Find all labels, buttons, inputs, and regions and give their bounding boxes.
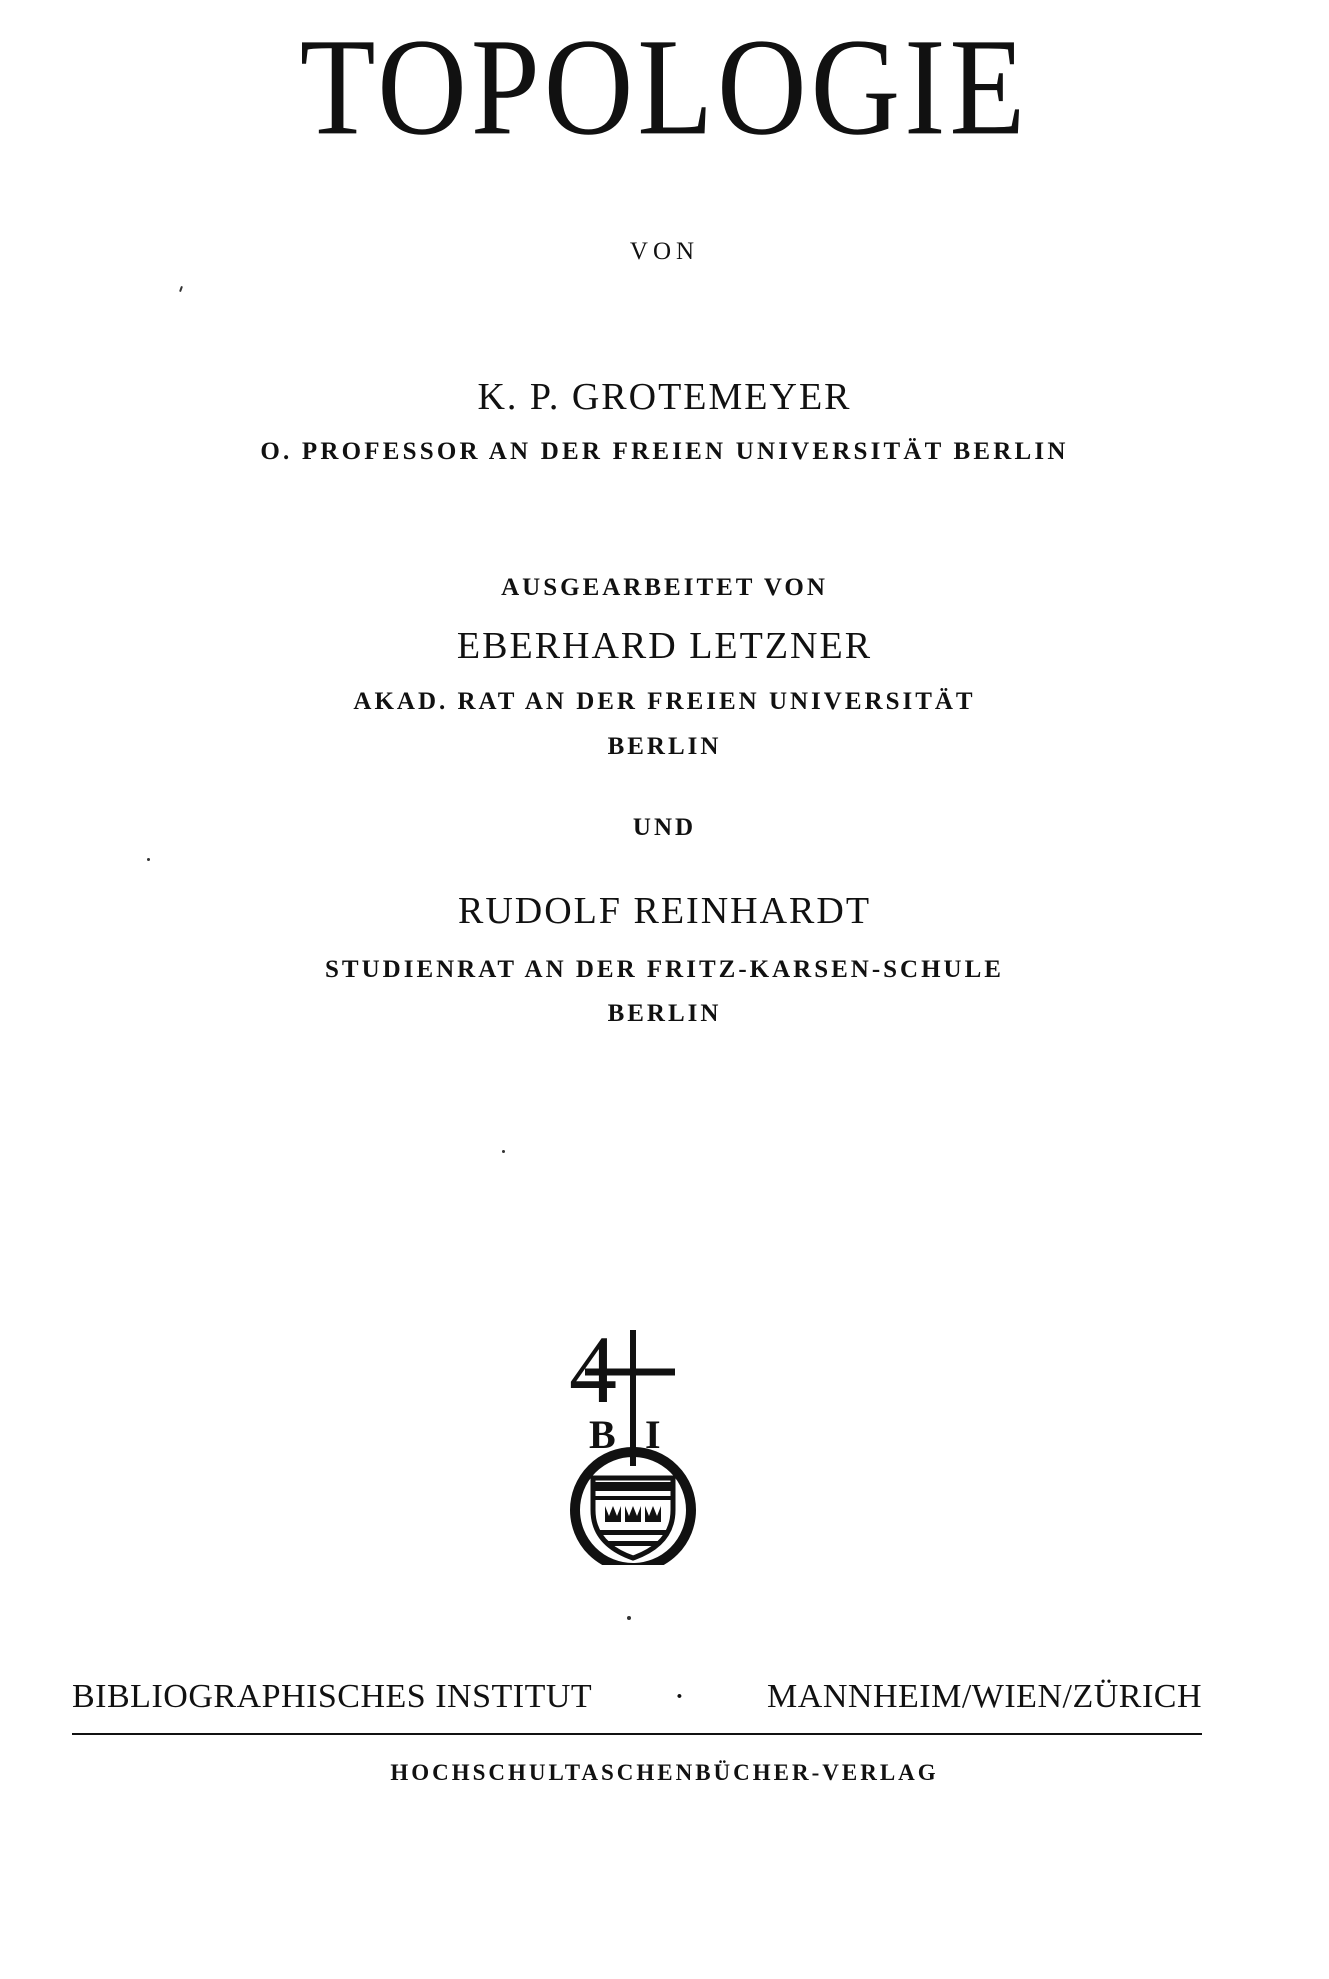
coauthor-1-name: EBERHARD LETZNER: [456, 625, 873, 667]
scan-speck: [627, 1616, 631, 1620]
publisher-line: [72, 1680, 1202, 1714]
coauthor-2-city: BERLIN: [607, 1000, 722, 1027]
svg-text:I: I: [645, 1412, 661, 1457]
publisher-separator: ·: [673, 1678, 686, 1715]
and-label: UND: [632, 814, 697, 841]
scan-speck: [147, 858, 150, 861]
logo-number: 4: [569, 1320, 617, 1423]
by-label: VON: [629, 238, 700, 265]
imprint-line: HOCHSCHULTASCHENBÜCHER-VERLAG: [390, 1760, 939, 1785]
publisher-name: BIBLIOGRAPHISCHES INSTITUT: [72, 1678, 593, 1715]
coauthor-2-affiliation: STUDIENRAT AN DER FRITZ-KARSEN-SCHULE: [325, 956, 1004, 983]
author-affiliation: O. PROFESSOR AN DER FREIEN UNIVERSITÄT BERLIN: [260, 438, 1069, 465]
coauthor-2-name: RUDOLF REINHARDT: [457, 890, 872, 932]
coauthor-1-city: BERLIN: [607, 733, 722, 760]
bi-publisher-logo-icon: [555, 1320, 700, 1565]
svg-text:B: B: [589, 1412, 616, 1457]
author-name: K. P. GROTEMEYER: [477, 376, 852, 418]
divider-rule: [72, 1733, 1202, 1735]
publisher-locations: MANNHEIM/WIEN/ZÜRICH: [767, 1678, 1202, 1715]
scan-speck: [179, 286, 183, 292]
scan-speck: [502, 1150, 505, 1153]
coauthor-1-affiliation: AKAD. RAT AN DER FREIEN UNIVERSITÄT: [353, 688, 976, 715]
worked-out-by-label: AUSGEARBEITET VON: [501, 574, 828, 601]
book-title: TOPOLOGIE: [299, 10, 1030, 164]
